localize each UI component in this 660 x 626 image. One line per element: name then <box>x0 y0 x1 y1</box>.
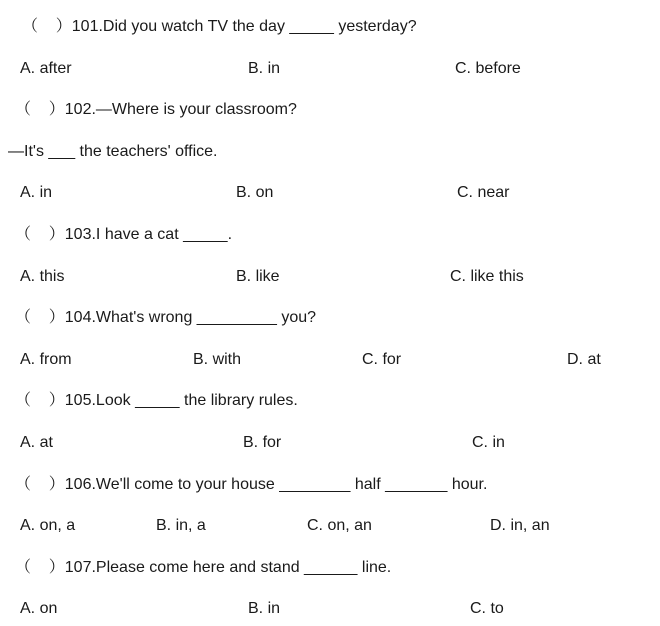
question-104-option-d: D. at <box>567 351 601 368</box>
question-106-option-d: D. in, an <box>490 517 550 534</box>
question-105-option-a: A. at <box>20 434 53 451</box>
question-102-option-c: C. near <box>457 184 510 201</box>
question-103-stem: （ ）103.I have a cat _____. <box>15 226 233 243</box>
question-104-option-b: B. with <box>193 351 242 368</box>
question-102-reply: —It's ___ the teachers' office. <box>8 143 218 160</box>
question-101-stem: （ ）101.Did you watch TV the day _____ yesterday? <box>22 18 417 35</box>
question-106-option-b: B. in, a <box>156 517 206 534</box>
question-103-option-c: C. like this <box>450 268 524 285</box>
question-103-option-b: B. like <box>236 268 280 285</box>
question-103-option-a: A. this <box>20 268 65 285</box>
question-101-option-a: A. after <box>20 60 72 77</box>
question-101-option-c: C. before <box>455 60 521 77</box>
question-107-stem: （ ）107.Please come here and stand ______ line. <box>15 559 392 576</box>
question-101-option-b: B. in <box>248 60 281 77</box>
question-107-option-c: C. to <box>470 600 504 617</box>
question-105-stem: （ ）105.Look _____ the library rules. <box>15 392 298 409</box>
question-107-option-a: A. on <box>20 600 58 617</box>
question-104-option-a: A. from <box>20 351 72 368</box>
question-102-option-a: A. in <box>20 184 53 201</box>
question-105-option-c: C. in <box>472 434 505 451</box>
question-102-option-b: B. on <box>236 184 274 201</box>
question-105-option-b: B. for <box>243 434 282 451</box>
question-106-option-a: A. on, a <box>20 517 76 534</box>
question-102-stem: （ ）102.—Where is your classroom? <box>15 101 297 118</box>
question-104-option-c: C. for <box>362 351 402 368</box>
question-106-stem: （ ）106.We'll come to your house ________ half _______ hour. <box>15 476 488 493</box>
question-106-option-c: C. on, an <box>307 517 372 534</box>
question-104-stem: （ ）104.What's wrong _________ you? <box>15 309 317 326</box>
question-107-option-b: B. in <box>248 600 281 617</box>
